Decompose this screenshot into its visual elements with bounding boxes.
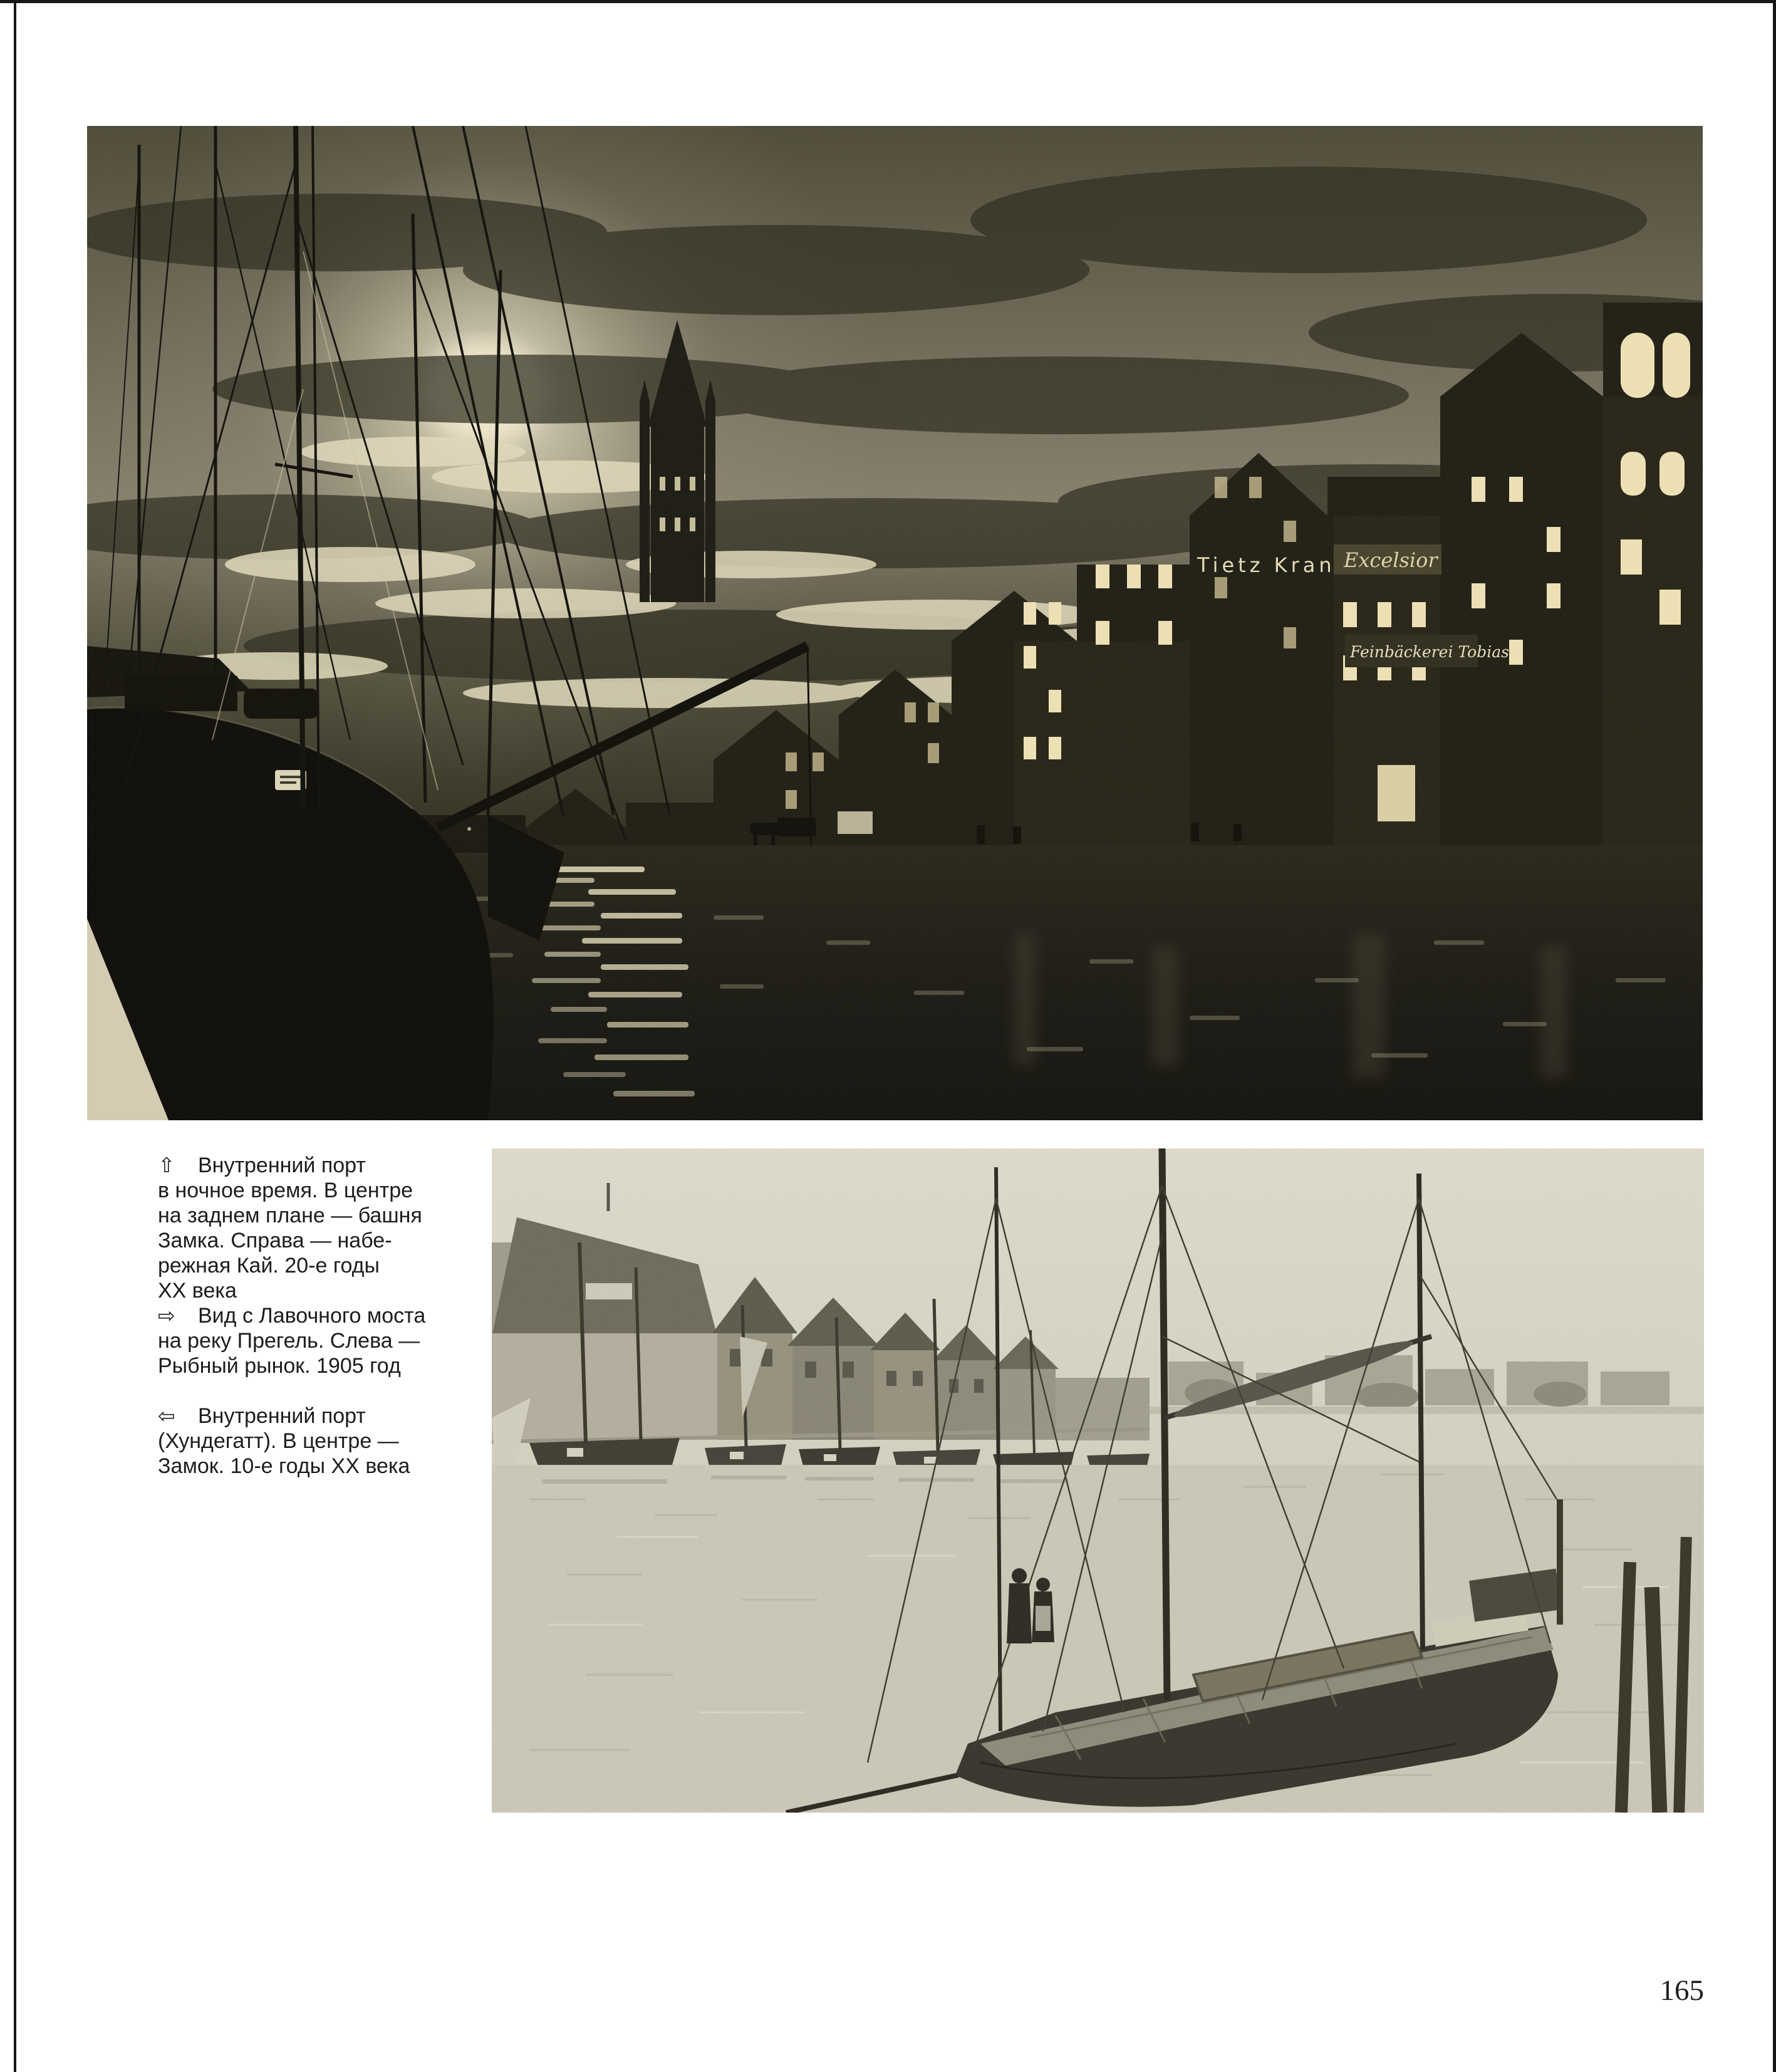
left-arrow-icon: ⇦ <box>158 1404 175 1427</box>
caption-line: на заднем плане — башня <box>158 1204 422 1227</box>
photo-bottom-hundegatt <box>492 1148 1704 1813</box>
page-top-rule <box>0 0 1776 3</box>
page-right-edge <box>1773 0 1776 2072</box>
page-left-rule <box>14 0 16 2072</box>
caption-line: режная Кай. 20-е годы <box>158 1254 380 1278</box>
caption-line: Рыбный рынок. 1905 год <box>158 1354 401 1378</box>
up-arrow-icon: ⇧ <box>158 1153 175 1177</box>
caption-line: на реку Прегель. Слева — <box>158 1329 420 1353</box>
page-number: 165 <box>1659 1974 1704 2007</box>
caption-line: Замок. 10-е годы ХХ века <box>158 1454 410 1478</box>
caption-top-photo <box>158 1153 471 1303</box>
photo-top-night-harbour <box>87 126 1703 1120</box>
caption-line <box>158 1303 471 1328</box>
caption-line: Замка. Справа — набе- <box>158 1229 392 1252</box>
caption-line <box>158 1403 471 1429</box>
caption-line <box>158 1153 471 1178</box>
caption-line: в ночное время. В центре <box>158 1179 413 1202</box>
caption-text: Внутренний порт <box>198 1404 366 1428</box>
caption-text: Внутренний порт <box>198 1153 366 1177</box>
right-arrow-icon: ⇨ <box>158 1304 175 1327</box>
caption-bottom-photo <box>158 1403 471 1479</box>
caption-right-photo <box>158 1303 471 1378</box>
captions-block <box>158 1153 471 1479</box>
caption-line: ХХ века <box>158 1279 237 1303</box>
caption-text: Вид с Лавочного моста <box>198 1304 426 1328</box>
caption-line: (Хундегатт). В центре — <box>158 1429 399 1453</box>
